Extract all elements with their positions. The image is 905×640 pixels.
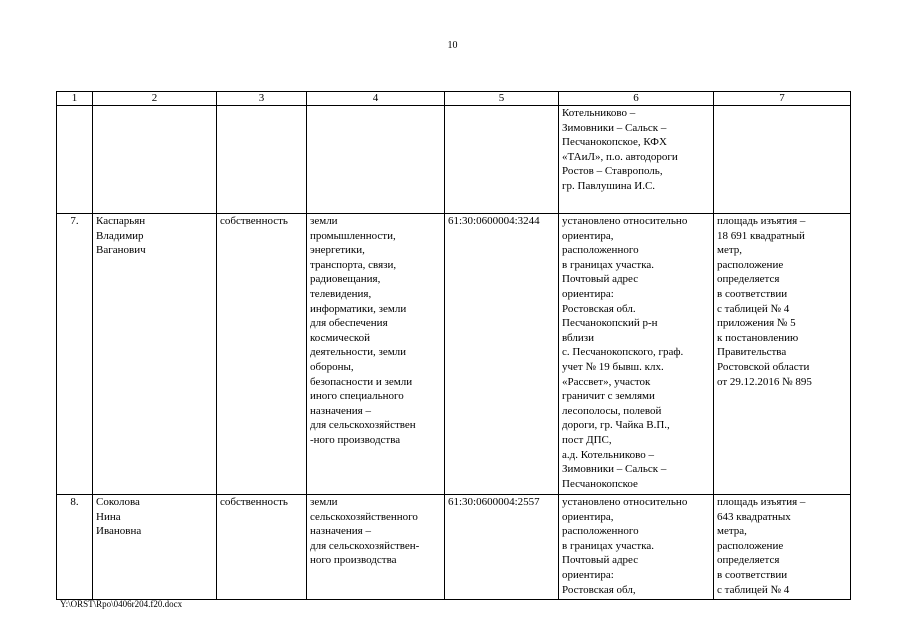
plot-location bbox=[559, 495, 714, 600]
table-row bbox=[57, 495, 851, 600]
owner-name bbox=[93, 106, 217, 214]
plot-notes-line: расположение bbox=[717, 258, 784, 271]
land-category-line: назначения – bbox=[310, 525, 371, 538]
plot-location-line: расположенного bbox=[562, 525, 639, 538]
row-number: 8. bbox=[57, 495, 93, 600]
land-category-line: иного специального bbox=[310, 390, 404, 403]
land-category-line: безопасности и земли bbox=[310, 375, 413, 388]
plot-location-line: расположенного bbox=[562, 244, 639, 257]
land-category-line: обороны, bbox=[310, 360, 354, 373]
plot-location-line: Котельниково – bbox=[562, 107, 636, 119]
column-header: 2 bbox=[93, 92, 217, 106]
plot-notes-line: площадь изъятия – bbox=[717, 215, 806, 227]
plot-location-line: ориентира: bbox=[562, 568, 614, 581]
owner-name-line: Владимир bbox=[96, 229, 144, 242]
land-category-line: для обеспечения bbox=[310, 317, 388, 330]
plot-location-line: «ТАиЛ», п.о. автодороги bbox=[562, 150, 678, 163]
plot-location-line: Зимовники – Сальск – bbox=[562, 463, 667, 476]
land-category-line: деятельности, земли bbox=[310, 346, 407, 359]
plot-location-line: вблизи bbox=[562, 331, 594, 344]
plot-notes-line: к постановлению bbox=[717, 331, 799, 344]
column-header: 4 bbox=[307, 92, 445, 106]
plot-notes bbox=[714, 214, 851, 495]
plot-location-line: учет № 19 бывш. клх. bbox=[562, 360, 664, 373]
page-number: 10 bbox=[447, 40, 458, 51]
ownership-type bbox=[217, 106, 307, 214]
plot-location-line: ориентира, bbox=[562, 510, 614, 523]
plot-notes-line: определяется bbox=[717, 554, 780, 567]
plot-notes-line: расположение bbox=[717, 539, 784, 552]
column-header: 1 bbox=[57, 92, 93, 106]
land-category-line: ного производства bbox=[310, 554, 397, 567]
column-header: 3 bbox=[217, 92, 307, 106]
plot-location-line: Песчанокопское, КФХ bbox=[562, 136, 667, 149]
table-row bbox=[57, 106, 851, 214]
plot-location-line: гр. Павлушина И.С. bbox=[562, 179, 656, 192]
land-category-line: информатики, земли bbox=[310, 302, 407, 315]
table-body bbox=[57, 92, 851, 600]
owner-name-line: Нина bbox=[96, 510, 121, 523]
row-number bbox=[57, 106, 93, 214]
land-category-line: телевидения, bbox=[310, 287, 372, 300]
land-category-line: -ного производства bbox=[310, 433, 401, 446]
plot-location-line: Почтовый адрес bbox=[562, 554, 639, 567]
land-category bbox=[307, 106, 445, 214]
owner-name-line: Соколова bbox=[96, 496, 140, 508]
plot-location-line: Ростовская обл. bbox=[562, 302, 636, 315]
plot-notes-line: метр, bbox=[717, 244, 743, 257]
file-path-footer: Y:\ORST\Rpo\0406r204.f20.docx bbox=[60, 599, 183, 609]
plot-notes-line: метра, bbox=[717, 525, 747, 538]
land-category-line: для сельскохозяйствен- bbox=[310, 539, 420, 552]
plot-notes-line: площадь изъятия – bbox=[717, 496, 806, 508]
plot-location-line: Почтовый адрес bbox=[562, 273, 639, 286]
plot-location-line: «Рассвет», участок bbox=[562, 375, 651, 388]
land-category bbox=[307, 495, 445, 600]
land-category-line: назначения – bbox=[310, 404, 371, 417]
row-number: 7. bbox=[57, 214, 93, 495]
plot-notes-line: 643 квадратных bbox=[717, 510, 791, 523]
column-header: 7 bbox=[714, 92, 851, 106]
land-category-line: промышленности, bbox=[310, 229, 396, 242]
plot-location-line: в границах участка. bbox=[562, 539, 655, 552]
plot-location-line: дороги, гр. Чайка В.П., bbox=[562, 419, 670, 432]
owner-name-line: Каспарьян bbox=[96, 215, 146, 227]
owner-name-line: Ваганович bbox=[96, 244, 146, 257]
plot-notes-line: в соответствии bbox=[717, 287, 788, 300]
land-category-line: энергетики, bbox=[310, 244, 365, 257]
plot-location-line: Зимовники – Сальск – bbox=[562, 121, 667, 134]
land-plots-table bbox=[56, 91, 851, 600]
plot-notes-line: в соответствии bbox=[717, 568, 788, 581]
plot-notes-line: определяется bbox=[717, 273, 780, 286]
plot-notes bbox=[714, 106, 851, 214]
plot-notes bbox=[714, 495, 851, 600]
table-row bbox=[57, 214, 851, 495]
owner-name bbox=[93, 214, 217, 495]
plot-notes-line: от 29.12.2016 № 895 bbox=[717, 375, 812, 388]
plot-location-line: установлено относительно bbox=[562, 496, 688, 508]
plot-location bbox=[559, 106, 714, 214]
cadastral-number: 61:30:0600004:3244 bbox=[445, 214, 559, 495]
land-category bbox=[307, 214, 445, 495]
land-category-line: космической bbox=[310, 331, 371, 344]
plot-location-line: ориентира: bbox=[562, 287, 614, 300]
owner-name bbox=[93, 495, 217, 600]
plot-location-line: Песчанокопский р-н bbox=[562, 317, 658, 330]
plot-notes-line: Ростовской области bbox=[717, 360, 810, 373]
plot-location-line: лесополосы, полевой bbox=[562, 404, 662, 417]
plot-notes-line: с таблицей № 4 bbox=[717, 302, 790, 315]
land-category-line: земли bbox=[310, 215, 338, 227]
plot-location-line: Песчанокопское bbox=[562, 477, 638, 490]
plot-notes-line: 18 691 квадратный bbox=[717, 229, 805, 242]
cadastral-number: 61:30:0600004:2557 bbox=[445, 495, 559, 600]
column-header: 5 bbox=[445, 92, 559, 106]
land-category-line: радиовещания, bbox=[310, 273, 381, 286]
ownership-type: собственность bbox=[217, 495, 307, 600]
land-category-line: транспорта, связи, bbox=[310, 258, 397, 271]
land-category-line: для сельскохозяйствен bbox=[310, 419, 416, 432]
ownership-type: собственность bbox=[217, 214, 307, 495]
column-number-row bbox=[57, 92, 851, 106]
plot-location-line: в границах участка. bbox=[562, 258, 655, 271]
plot-location-line: ориентира, bbox=[562, 229, 614, 242]
column-header: 6 bbox=[559, 92, 714, 106]
plot-location-line: с. Песчанокопского, граф. bbox=[562, 346, 684, 359]
plot-notes-line: Правительства bbox=[717, 346, 787, 359]
plot-location-line: а.д. Котельниково – bbox=[562, 448, 654, 461]
plot-location-line: граничит с землями bbox=[562, 390, 655, 403]
land-category-line: сельскохозяйственного bbox=[310, 510, 418, 523]
plot-location-line: Ростовская обл, bbox=[562, 583, 636, 596]
cadastral-number bbox=[445, 106, 559, 214]
plot-location bbox=[559, 214, 714, 495]
plot-location-line: пост ДПС, bbox=[562, 433, 612, 446]
land-category-line: земли bbox=[310, 496, 338, 508]
plot-location-line: установлено относительно bbox=[562, 215, 688, 227]
plot-notes-line: с таблицей № 4 bbox=[717, 583, 790, 596]
plot-location-line: Ростов – Ставрополь, bbox=[562, 165, 663, 178]
owner-name-line: Ивановна bbox=[96, 525, 142, 538]
plot-notes-line: приложения № 5 bbox=[717, 317, 796, 330]
